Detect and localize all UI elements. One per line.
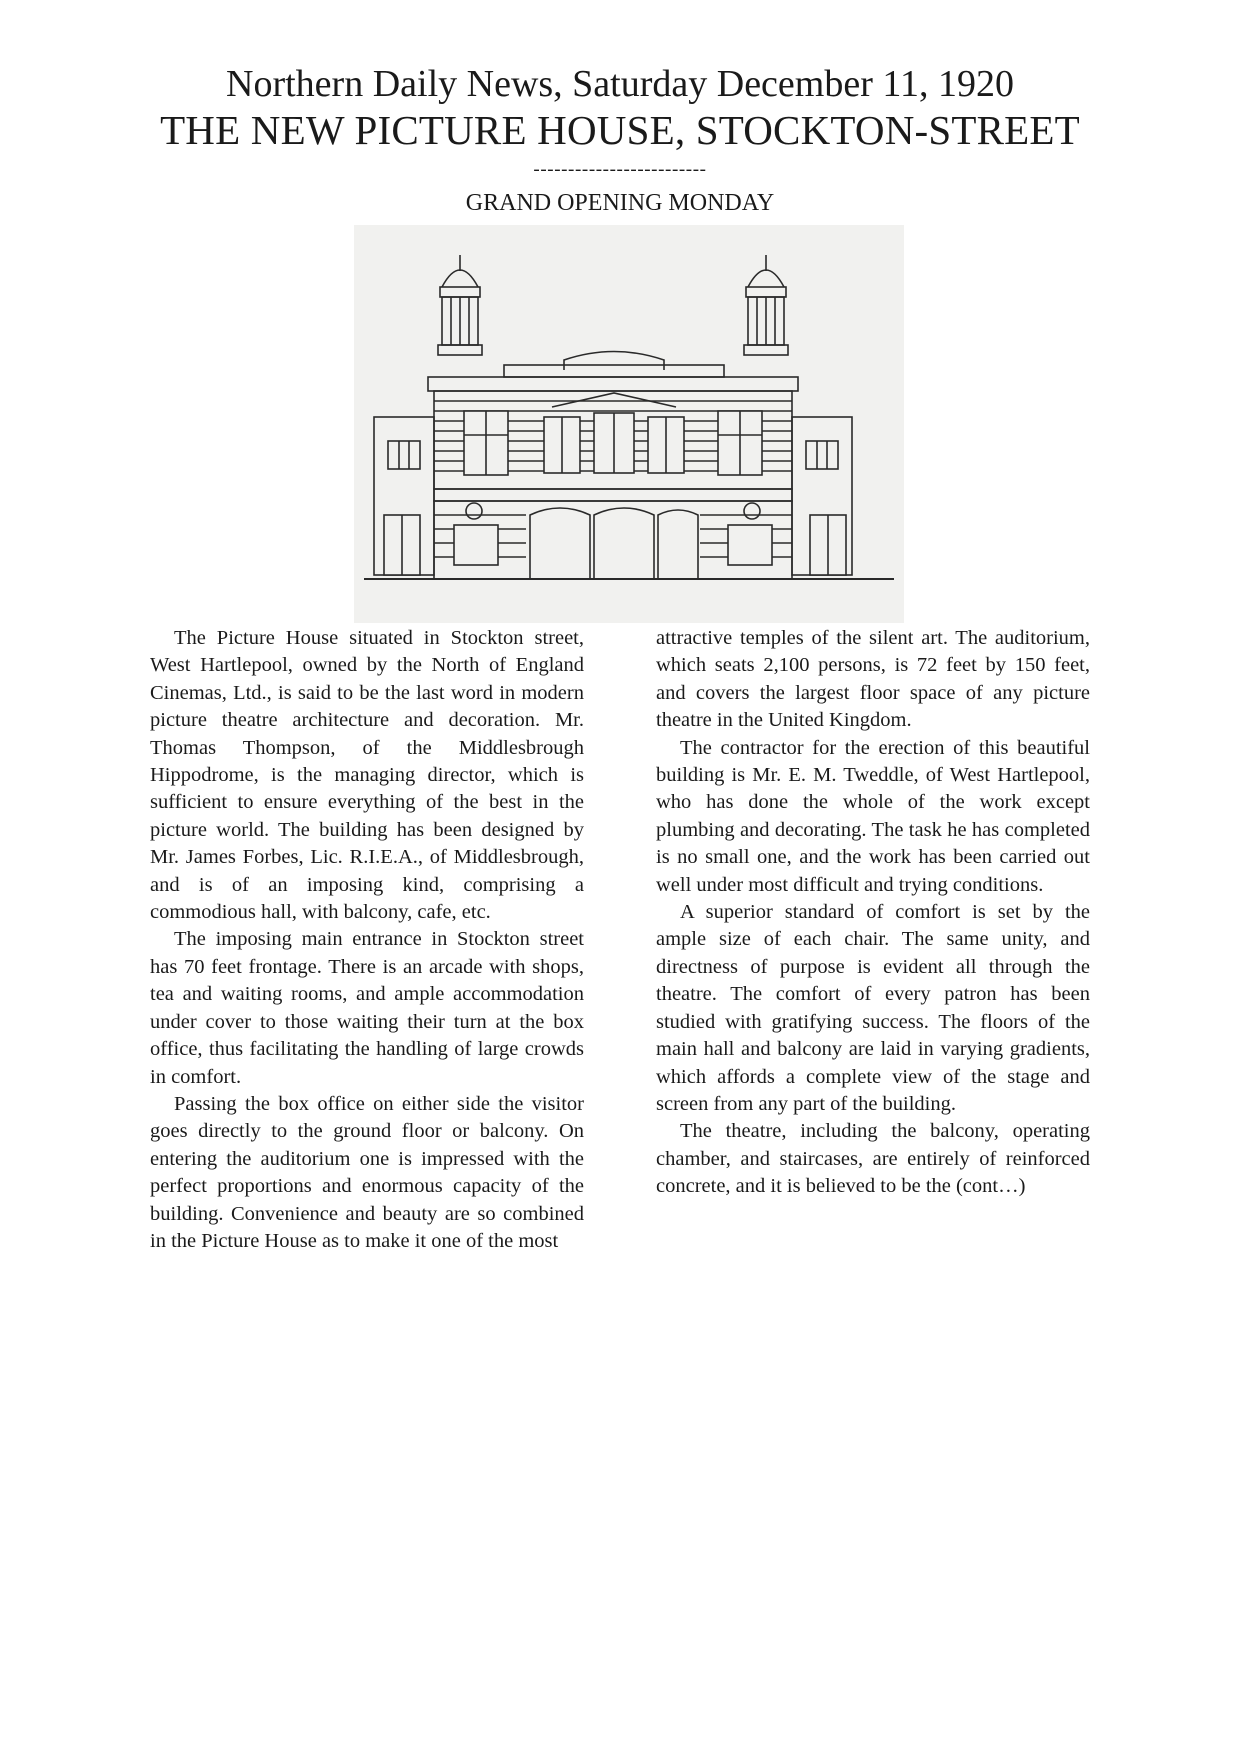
article-paragraph: attractive temples of the silent art. The auditorium, which seats 2,100 persons, is 72 feet by 150 feet, and covers the largest floor space of any picture theatre in the United Kingdom. — [656, 627, 1090, 732]
article-column-left — [150, 625, 584, 1255]
article-subhead: GRAND OPENING MONDAY — [465, 190, 775, 216]
article-paragraph: The imposing main entrance in Stockton street has 70 feet frontage. There is an arcade with shops, tea and waiting rooms, and ample accommodation under cover to those waiting their turn at the box office, thus facilitating the handling of large crowds in comfort. — [150, 928, 584, 1088]
article-paragraph: A superior standard of comfort is set by the ample size of each chair. The same unity, and directness of purpose is evident all through the theatre. The comfort of every patron has been studied with gratifying success. The floors of the main hall and balcony are laid in varying gradients, which affords a complete view of the stage and screen from any part of the building. — [656, 901, 1090, 1115]
article-paragraph: The Picture House situated in Stockton street, West Hartlepool, owned by the North of England Cinemas, Ltd., is said to be the last word in modern picture theatre architecture and decoration. Mr. Thomas Thompson, of the Middlesbrough Hippodrome, is the managing director, which is sufficient to ensure everything of the best in the picture world. The building has been designed by Mr. James Forbes, Lic. R.I.E.A., of Middlesbrough, and is of an imposing kind, comprising a commodious hall, with balcony, cafe, etc. — [150, 627, 584, 924]
masthead — [0, 62, 1240, 218]
building-facade-drawing — [354, 225, 904, 623]
article-paragraph: The theatre, including the balcony, operating chamber, and staircases, are entirely of reinforced concrete, and it is believed to be the (cont…) — [656, 1120, 1090, 1198]
article-headline: THE NEW PICTURE HOUSE, STOCKTON-STREET — [160, 107, 1080, 153]
building-facade-icon — [354, 225, 904, 623]
newspaper-dateline: Northern Daily News, Saturday December 11, 1920 — [226, 63, 1014, 105]
article-paragraph: Passing the box office on either side the visitor goes directly to the ground floor or balcony. On entering the auditorium one is impressed with the perfect proportions and enormous capacity of the building. Convenience and beauty are so combined in the Picture House as to make it one of the most — [150, 1092, 584, 1252]
article-paragraph: The contractor for the erection of this beautiful building is Mr. E. M. Tweddle, of West Hartlepool, who has done the whole of the work except plumbing and decorating. The task he has completed is no small one, and the work has been carried out well under most difficult and trying conditions. — [656, 736, 1090, 896]
article-column-right — [656, 625, 1090, 1201]
divider-line: ------------------------- — [533, 159, 707, 180]
